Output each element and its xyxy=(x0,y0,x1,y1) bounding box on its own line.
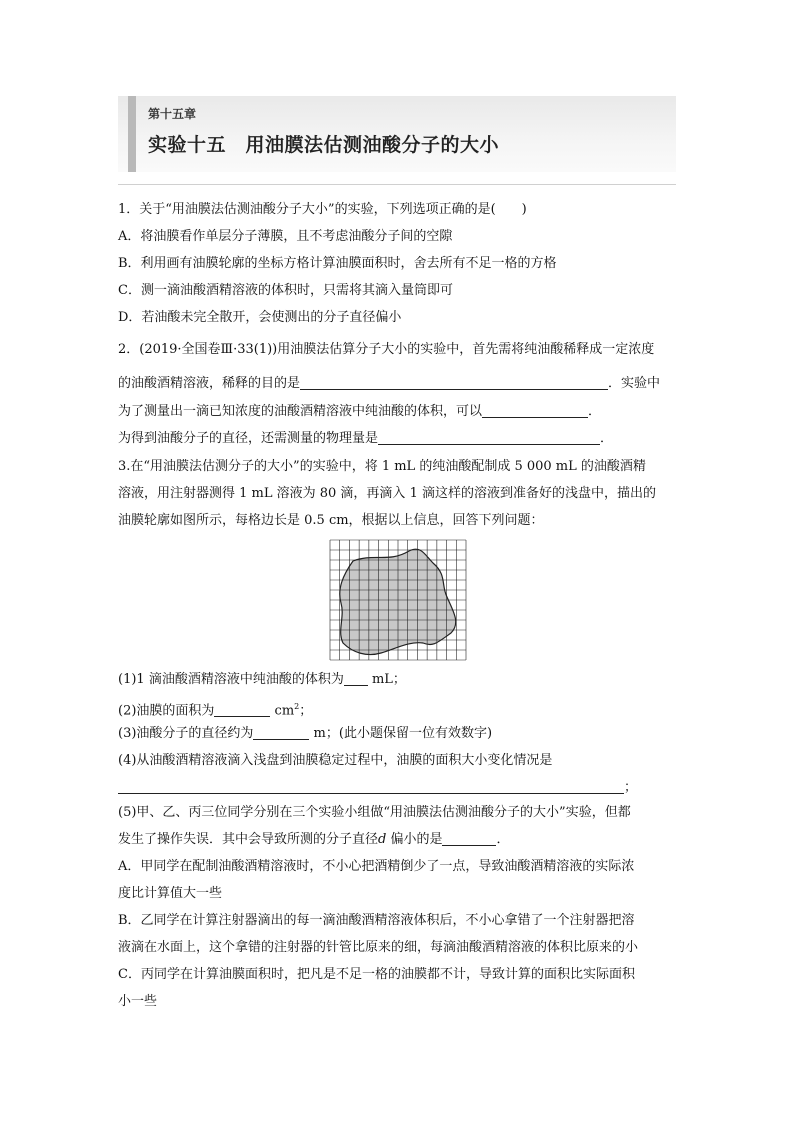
q2-line-3-text: 为了测量出一滴已知浓度的油酸酒精溶液中纯油酸的体积，可以 xyxy=(118,404,483,419)
q3-sub-4: (4)从油酸酒精溶液滴入浅盘到油膜稳定过程中，油膜的面积大小变化情况是 xyxy=(118,753,553,768)
q3-sub-3-text: (3)油酸分子的直径约为 xyxy=(118,726,254,741)
q3-sub-5-text: 发生了操作失误．其中会导致所测的分子直径 xyxy=(118,832,379,847)
chapter-header xyxy=(118,96,676,192)
q2-line-4-end: ． xyxy=(600,431,614,446)
q3-line-3: 油膜轮廓如图所示，每格边长是 0.5 cm，根据以上信息，回答下列问题： xyxy=(118,513,544,528)
q2-line-3-end: ． xyxy=(588,404,602,419)
q3-sub-2-text: (2)油膜的面积为 xyxy=(118,703,215,719)
answer-blank-dilution-purpose[interactable] xyxy=(300,375,608,390)
q3-sub-2-end: ； xyxy=(299,703,313,719)
q2-line-3 xyxy=(118,403,678,421)
answer-blank-volume-method[interactable] xyxy=(482,403,588,418)
q3-sub-2-unit-sup: 2 xyxy=(294,702,300,711)
answer-blank-area-change[interactable] xyxy=(118,779,624,794)
answer-blank-smaller-diameter[interactable] xyxy=(442,831,496,846)
answer-blank-pure-oil-volume[interactable] xyxy=(344,671,368,686)
q3-option-b-line-1: B．乙同学在计算注射器滴出的每一滴油酸酒精溶液体积后，不小心拿错了一个注射器把溶 xyxy=(118,913,635,928)
q1-option-a: A．将油膜看作单层分子薄膜，且不考虑油酸分子间的空隙 xyxy=(118,229,453,244)
q3-sub-1 xyxy=(118,671,678,689)
q2-line-2 xyxy=(118,375,678,393)
q3-option-c-line-2: 小一些 xyxy=(118,994,158,1009)
q2-line-1: 2．(2019·全国卷Ⅲ·33(1))用油膜法估算分子大小的实验中，首先需将纯油酸稀释成一定浓度 xyxy=(118,342,655,357)
q3-option-a-line-2: 度比计算值大一些 xyxy=(118,886,223,901)
oil-film-grid-figure xyxy=(329,539,467,665)
q3-sub-5-end: ． xyxy=(496,832,510,847)
chapter-label: 第十五章 xyxy=(148,107,197,121)
q3-sub-4-answer-line xyxy=(118,779,678,797)
q3-sub-1-unit: mL； xyxy=(367,672,406,687)
q3-sub-2-unit: cm xyxy=(270,703,295,719)
q2-line-4 xyxy=(118,430,678,448)
q2-line-2-end: ．实验中 xyxy=(608,376,661,391)
q3-sub-3-unit: m；(此小题保留一位有效数字) xyxy=(309,726,493,741)
oil-film-grid-svg xyxy=(329,539,467,661)
q1-option-d: D．若油酸未完全散开，会使测出的分子直径偏小 xyxy=(118,310,402,325)
q1-option-b: B．利用画有油膜轮廓的坐标方格计算油膜面积时，舍去所有不足一格的方格 xyxy=(118,256,557,271)
header-accent-bar xyxy=(128,96,136,172)
q3-sub-5-line-1: (5)甲、乙、丙三位同学分别在三个实验小组做“用油膜法估测油酸分子的大小”实验，但都 xyxy=(118,805,631,820)
q3-sub-5-line-2 xyxy=(118,831,678,849)
q3-sub-4-end: ； xyxy=(624,780,638,795)
answer-blank-diameter[interactable] xyxy=(253,725,309,740)
q3-sub-5-variable: d xyxy=(378,832,387,847)
header-divider xyxy=(118,184,676,185)
q3-option-a-line-1: A．甲同学在配制油酸酒精溶液时，不小心把酒精倒少了一点，导致油酸酒精溶液的实际浓 xyxy=(118,859,635,874)
q1-option-c: C．测一滴油酸酒精溶液的体积时，只需将其滴入量筒即可 xyxy=(118,283,453,298)
q3-option-b-line-2: 液滴在水面上，这个拿错的注射器的针管比原来的细，每滴油酸酒精溶液的体积比原来的小 xyxy=(118,940,639,955)
q3-sub-3 xyxy=(118,725,678,743)
q3-sub-5-text-b: 偏小的是 xyxy=(386,832,443,847)
q3-line-1: 3.在“用油膜法估测分子的大小”的实验中，将 1 mL 的纯油酸配制成 5 000 mL 的油酸酒精 xyxy=(118,459,646,474)
q3-sub-2 xyxy=(118,698,678,720)
answer-blank-film-area[interactable] xyxy=(214,702,270,717)
answer-blank-quantity[interactable] xyxy=(378,430,600,445)
q3-sub-1-text: (1)1 滴油酸酒精溶液中纯油酸的体积为 xyxy=(118,672,344,687)
q1-stem: 1．关于“用油膜法估测油酸分子大小”的实验，下列选项正确的是( ) xyxy=(118,202,527,217)
page-title: 实验十五 用油膜法估测油酸分子的大小 xyxy=(148,134,500,156)
q2-line-4-text: 为得到油酸分子的直径，还需测量的物理量是 xyxy=(118,431,379,446)
q3-option-c-line-1: C．丙同学在计算油膜面积时，把凡是不足一格的油膜都不计，导致计算的面积比实际面积 xyxy=(118,967,635,982)
q2-line-2-text: 的油酸酒精溶液，稀释的目的是 xyxy=(118,376,301,391)
q3-line-2: 溶液，用注射器测得 1 mL 溶液为 80 滴，再滴入 1 滴这样的溶液到准备好的浅盘中，描出的 xyxy=(118,486,656,501)
